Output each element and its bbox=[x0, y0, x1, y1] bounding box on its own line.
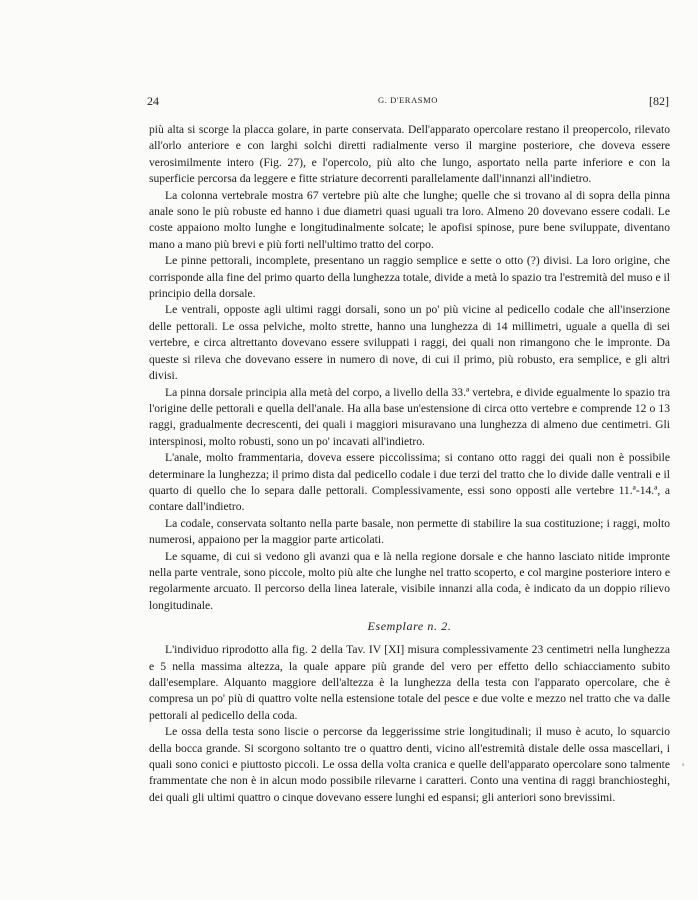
page-number: 24 bbox=[147, 94, 159, 108]
paragraph: La pinna dorsale principia alla metà del corpo, a livello della 33.ª vertebra, e divide egualmente lo spazio tra l'origine delle pettorali e quella dell'anale. Ha alla base un'estensione di circa otto vertebre e comprende 12 o 13 raggi, gradualmente decrescenti, dei quali i maggiori misuravano una lunghezza di almeno due centimetri. Gli interspinosi, molto robusti, sono un po' incavati all'indietro. bbox=[149, 385, 670, 448]
paragraph: Le squame, di cui si vedono gli avanzi qua e là nella regione dorsale e che hanno lasciato nitide impronte nella parte ventrale, sono piccole, molto più alte che lunghe nel tratto scoperto, e col margine posteriore intero e regolarmente arcuato. Il percorso della linea laterale, visibile innanzi alla coda, è indicato da un doppio rilievo longitudinale. bbox=[149, 549, 670, 612]
section-heading: Esemplare n. 2. bbox=[367, 619, 452, 634]
paragraph: Le ossa della testa sono liscie o percorse da leggerissime strie longitudinali; il muso è acuto, lo squarcio della bocca grande. Si scorgono soltanto tre o quattro denti, vicino all'estremità distale delle ossa mascellari, i quali sono conici e piuttosto piccoli. Le ossa della volta cranica e quelle dell'apparato opercolare sono talmente frammentate che non è in alcun modo possibile rilevarne i caratteri. Conto una ventina di raggi branchiosteghi, dei quali gli ultimi quattro o cinque dovevano essere lunghi ed espansi; gli anteriori sono brevissimi. bbox=[149, 725, 670, 804]
page-reference: [82] bbox=[649, 94, 669, 108]
paragraph: L'anale, molto frammentaria, doveva essere piccolissima; si contano otto raggi dei quali non è possibile determinare la lunghezza; il primo dista dal pedicello codale i due terzi del tratto che lo divide dalle ventrali e il quarto di quello che lo separa dalle pettorali. Complessivamente, essi sono opposti alle vertebre 11.ª-14.ª, a contare dall'indietro. bbox=[149, 451, 670, 514]
margin-mark: ' bbox=[682, 760, 685, 774]
paragraph: Le ventrali, opposte agli ultimi raggi dorsali, sono un po' più vicine al pedicello codale che all'inserzione delle pettorali. Le ossa pelviche, molto strette, hanno una lunghezza di 14 millimetri, uguale a quella di sei vertebre, e circa altrettanto dovevano essere sviluppati i raggi, dei quali non rimangono che le impronte. Da queste si rileva che dovevano essere in numero di nove, di cui il primo, più robusto, era semplice, e gli altri divisi. bbox=[149, 303, 670, 383]
body-text bbox=[149, 122, 670, 806]
paragraph: più alta si scorge la placca golare, in parte conservata. Dell'apparato opercolare restano il preopercolo, rilevato all'orlo anteriore e con larghi solchi diretti radialmente verso il margine posteriore, che doveva essere verosimilmente intero (Fig. 27), e l'opercolo, più alto che lungo, asportato nella parte inferiore e con la superficie percorsa da leggere e fitte striature decorrenti parallelamente dall'innanzi all'indietro. bbox=[149, 123, 670, 186]
paragraph: La colonna vertebrale mostra 67 vertebre più alte che lunghe; quelle che si trovano al di sopra della pinna anale sono le più robuste ed hanno i due diametri quasi uguali tra loro. Almeno 20 dovevano essere codali. Le coste appaiono molto lunghe e longitudinalmente solcate; le apofisi spinose, pure bene sviluppate, diventano mano a mano più brevi e più forti nell'ultimo tratto del corpo. bbox=[149, 188, 670, 251]
paragraph: L'individuo riprodotto alla fig. 2 della Tav. IV [XI] misura complessivamente 23 centimetri nella lunghezza e 5 nella massima altezza, la quale appare più grande del vero per effetto dello schiacciamento subito dall'esemplare. Alquanto maggiore dell'altezza è la lunghezza della testa con l'apparato opercolare, che è compresa un po' più di quattro volte nella estensione totale del pesce e due volte e mezzo nel tratto che va dalle pettorali al pedicello della coda. bbox=[149, 643, 670, 722]
paragraph: La codale, conservata soltanto nella parte basale, non permette di stabilire la sua costituzione; i raggi, molto numerosi, appaiono per la maggior parte articolati. bbox=[149, 516, 670, 547]
running-head: G. D'ERASMO bbox=[377, 95, 439, 105]
page-header bbox=[147, 94, 669, 110]
paragraph: Le pinne pettorali, incomplete, presentano un raggio semplice e sette o otto (?) divisi. La loro origine, che corrisponde alla fine del primo quarto della lunghezza totale, divide a metà lo spazio tra l'estremità del muso e il principio della dorsale. bbox=[149, 254, 670, 301]
